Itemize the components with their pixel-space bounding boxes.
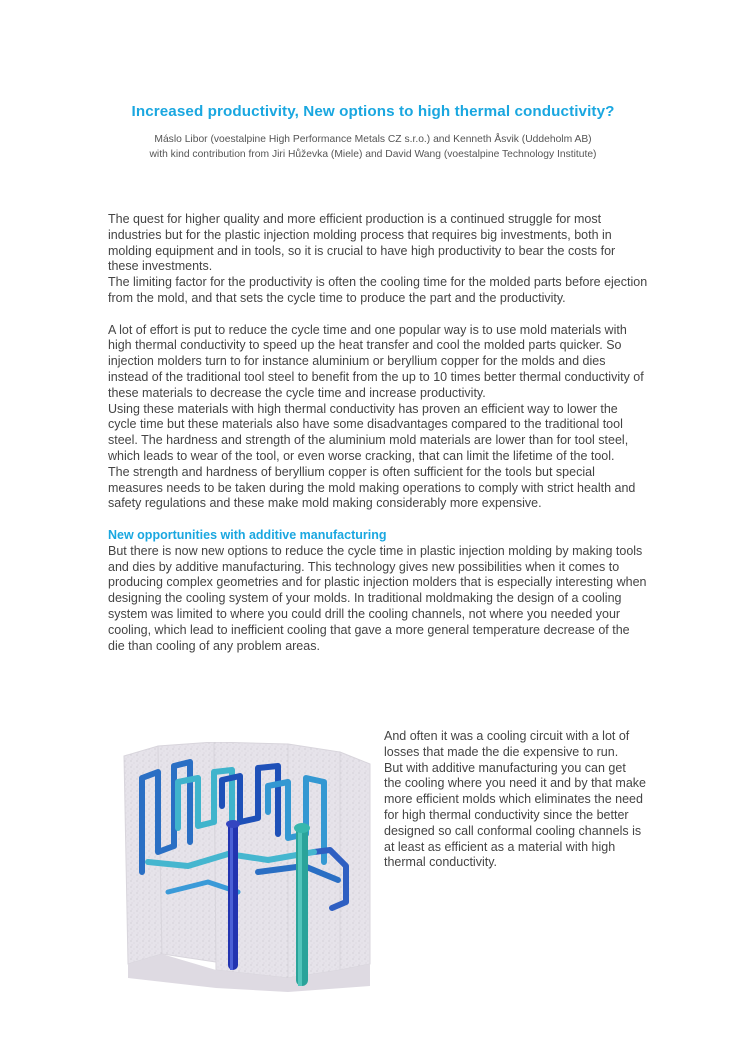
paragraph-cycle-time: A lot of effort is put to reduce the cycle time and one popular way is to use mold materials with high thermal conductivity to speed up the heat transfer and cool the molded parts quicker. So injection molders turn to for instance aluminium or beryllium copper for the molds and dies instead of the traditional tool steel to benefit from the up to 10 times better thermal conductivity of these materials to decrease the cycle time and increase productivity. [108, 322, 644, 400]
author-line-1: Máslo Libor (voestalpine High Performance Metals CZ s.r.o.) and Kenneth Åsvik (Uddeholm AB) [154, 134, 592, 145]
paragraph-disadvantages: Using these materials with high thermal conductivity has proven an efficient way to lower the cycle time but these materials also have some disadvantages compared to the traditional tool steel. The hardness and strength of the aluminium mold materials are lower than for tool steel, which leads to wear of the tool, or even worse cracking, that can limit the lifetime of the tool. [108, 401, 629, 463]
author-line-2: with kind contribution from Jiri Hůževka (Miele) and David Wang (voestalpine Technology Institute) [149, 148, 597, 160]
author-credits [0, 133, 746, 162]
paragraph-losses: And often it was a cooling circuit with a lot of losses that made the die expensive to run. [384, 729, 630, 759]
paragraph-intro: The quest for higher quality and more efficient production is a continued struggle for most industries but for the plastic injection molding process that requires big investments, both in molding equipment and in tools, so it is crucial to have high productivity to bear the costs for these investments. [108, 212, 616, 274]
paragraph-limiting-factor: The limiting factor for the productivity is often the cooling time for the molded parts before ejection from the mold, and that sets the cycle time to produce the part and the productivity. [108, 275, 648, 305]
conformal-cooling-illustration [118, 742, 376, 992]
document-title: Increased productivity, New options to high thermal conductivity? [131, 103, 615, 120]
article-body [108, 212, 648, 654]
paragraph-additive: But there is now new options to reduce the cycle time in plastic injection molding by making tools and dies by additive manufacturing. This technology gives new possibilities when it comes to producing complex geometries and for plastic injection molders that is especially interesting when designing the cooling system of your molds. In traditional moldmaking the design of a cooling system was limited to where you could drill the cooling channels, not where you needed your cooling, which lead to inefficient cooling that gave a more general temperature decrease of the die than cooling of any problem areas. [108, 543, 647, 653]
section-heading: New opportunities with additive manufacturing [108, 527, 387, 542]
paragraph-beryllium: The strength and hardness of beryllium copper is often sufficient for the tools but special measures needs to be taken during the mold making operations to comply with strict health and safety regulations and these make mold making considerably more expensive. [108, 464, 636, 511]
paragraph-conformal: But with additive manufacturing you can get the cooling where you need it and by that make more efficient molds which eliminates the need for high thermal conductivity since the better designed so call conformal cooling channels is at least as efficient as a material with high thermal conductivity. [384, 760, 646, 870]
cooling-channel-image [118, 742, 376, 992]
side-text [384, 729, 646, 871]
